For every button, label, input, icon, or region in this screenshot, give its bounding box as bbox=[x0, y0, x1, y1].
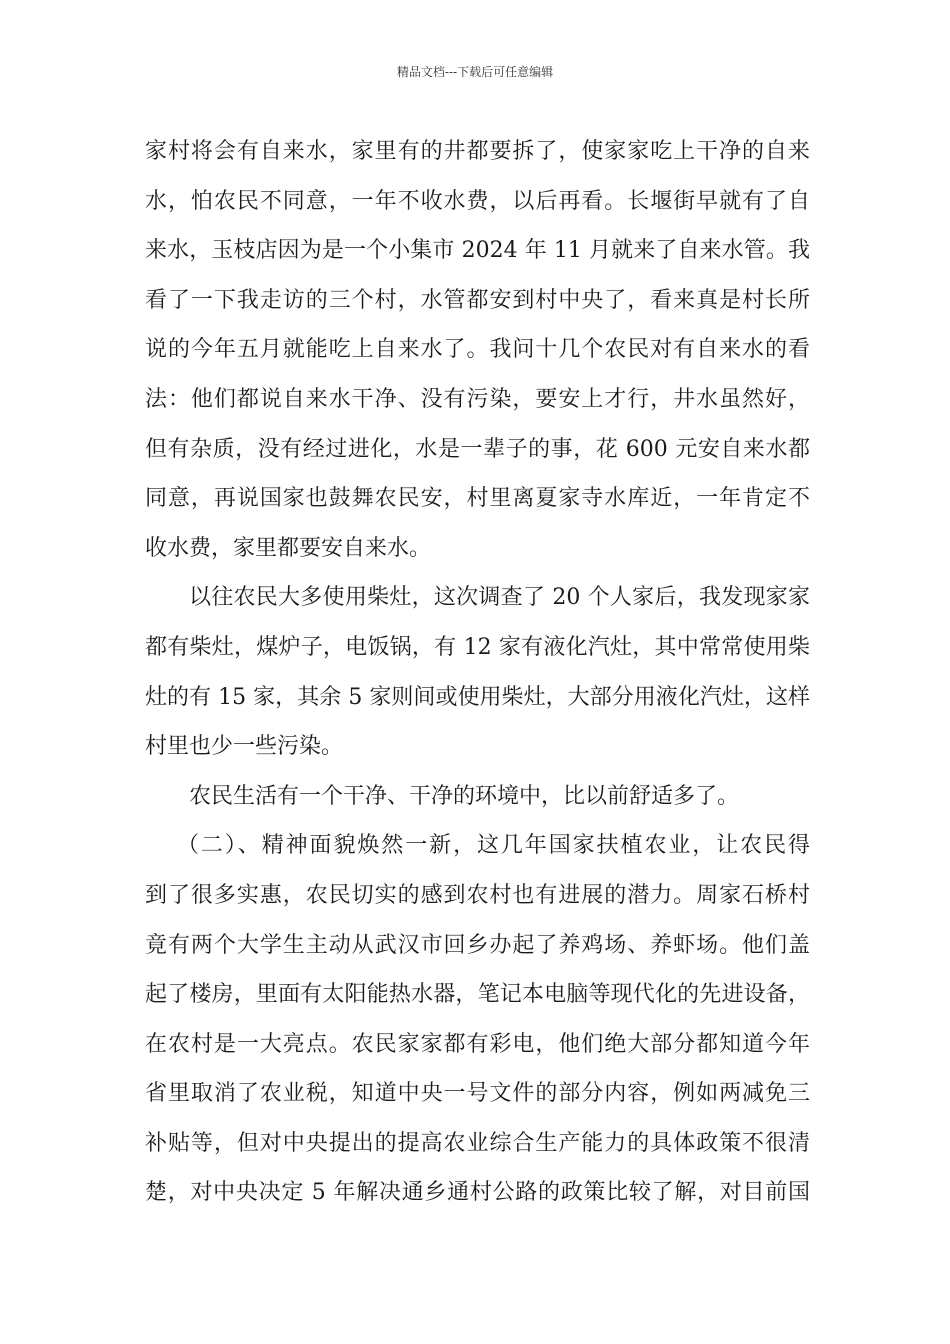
paragraph-1 bbox=[145, 127, 810, 573]
document-body bbox=[145, 127, 810, 1218]
text-line: 补贴等，但对中央提出的提高农业综合生产能力的具体政策不很清 bbox=[145, 1130, 810, 1156]
text-line: 灶的有 15 家，其余 5 家则间或使用柴灶，大部分用液化汽灶，这样 bbox=[145, 684, 810, 710]
text-line: 同意，再说国家也鼓舞农民安，村里离夏家寺水库近，一年肯定不 bbox=[145, 486, 810, 512]
text-line: 水，怕农民不同意，一年不收水费，以后再看。长堰街早就有了自 bbox=[145, 188, 810, 214]
text-line: 都有柴灶，煤炉子，电饭锅，有 12 家有液化汽灶，其中常常使用柴 bbox=[145, 634, 810, 660]
page-header: 精品文档---下载后可任意编辑 bbox=[396, 65, 554, 79]
text-line: 竟有两个大学生主动从武汉市回乡办起了养鸡场、养虾场。他们盖 bbox=[145, 932, 810, 958]
text-line: （二）、精神面貌焕然一新，这几年国家扶植农业，让农民得 bbox=[177, 833, 810, 859]
text-line: 在农村是一大亮点。农民家家都有彩电，他们绝大部分都知道今年 bbox=[145, 1031, 810, 1057]
text-line: 收水费，家里都要安自来水。 bbox=[145, 535, 432, 561]
text-line: 以往农民大多使用柴灶，这次调查了 20 个人家后，我发现家家 bbox=[189, 585, 810, 611]
paragraph-4 bbox=[145, 821, 810, 1218]
text-line: 农民生活有一个干净、干净的环境中，比以前舒适多了。 bbox=[189, 783, 740, 809]
text-line: 法：他们都说自来水干净、没有污染，要安上才行，井水虽然好， bbox=[145, 386, 810, 412]
text-line: 家村将会有自来水，家里有的井都要拆了，使家家吃上干净的自来 bbox=[145, 139, 810, 164]
text-line: 看了一下我走访的三个村，水管都安到村中央了，看来真是村长所 bbox=[145, 287, 810, 313]
text-line: 起了楼房，里面有太阳能热水器，笔记本电脑等现代化的先进设备， bbox=[145, 982, 810, 1008]
text-line: 但有杂质，没有经过进化，水是一辈子的事，花 600 元安自来水都 bbox=[145, 436, 810, 462]
text-line: 说的今年五月就能吃上自来水了。我问十几个农民对有自来水的看 bbox=[145, 337, 810, 363]
text-line: 村里也少一些污染。 bbox=[145, 734, 344, 760]
text-line: 到了很多实惠，农民切实的感到农村也有进展的潜力。周家石桥村 bbox=[145, 882, 810, 908]
text-line: 省里取消了农业税，知道中央一号文件的部分内容，例如两减免三 bbox=[145, 1081, 810, 1107]
paragraph-2 bbox=[145, 573, 810, 771]
text-line: 来水，玉枝店因为是一个小集市 2024 年 11 月就来了自来水管。我 bbox=[145, 238, 810, 264]
paragraph-3 bbox=[145, 772, 810, 822]
text-line: 楚，对中央决定 5 年解决通乡通村公路的政策比较了解，对目前国 bbox=[145, 1180, 810, 1206]
